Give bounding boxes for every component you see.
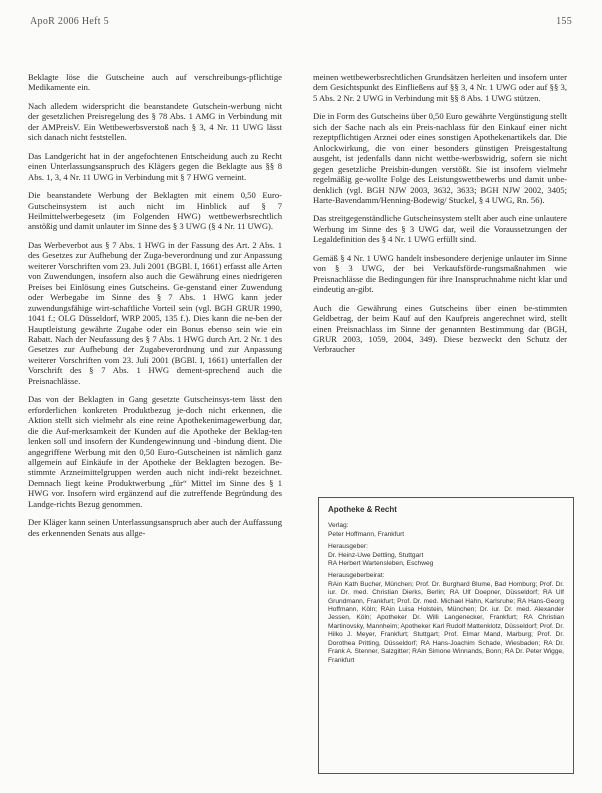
advisory-board-label: Herausgeberbeirat: — [328, 572, 385, 580]
paragraph: Das Landgericht hat in der angefochtenen Entscheidung auch zu Recht einen Unterlassungsanspruch des Klägers gegen die Beklagte aus §§ 8 Abs. 1, 3, 4 Nr. 11 UWG in Verbindung mit § 7 HWG verneint. — [28, 150, 282, 182]
imprint-title: Apotheke & Recht — [328, 505, 397, 514]
paragraph: Beklagte löse die Gutscheine auch auf verschreibungs-pflichtige Medikamente ein. — [28, 72, 282, 93]
paragraph: Nach alledem widerspricht die beanstandete Gutschein-werbung nicht der gesetzlichen Preisregelung des § 78 Abs. 1 AMG in Verbindung mit der AMPreisV. Ein Wettbewerbsverstoß nach § 3, 4 Nr. 11 UWG lässt sich danach nicht feststellen. — [28, 100, 282, 143]
page-number: 155 — [556, 16, 572, 27]
publisher-name: Peter Hoffmann, Frankfurt — [328, 530, 405, 538]
editor-name: Dr. Heinz-Uwe Dettling, Stuttgart — [328, 551, 424, 559]
paragraph: Die beanstandete Werbung der Beklagten mit einem 0,50 Euro-Gutscheinsystem ist auch nicht im Hinblick auf § 7 Heilmittelwerbegesetz (im Folgenden HWG) wettbewerbsrechtlich anstößig und damit unlauter im Sinne des § 3 UWG (§ 4 Nr. 11 UWG). — [28, 190, 282, 232]
right-column — [313, 72, 567, 363]
journal-issue: ApoR 2006 Heft 5 — [30, 16, 109, 27]
paragraph: Das von der Beklagten in Gang gesetzte Gutscheinsys-tem lässt den erforderlichen konkreten Produktbezug je-doch nicht erkennen, die Aktion stellt sich vielmehr als eine reine Apothekenimagewerbung dar, die die Auf-merksamkeit der Kunden auf die Apotheke der Beklag-ten lenken soll und insofern der Kundengewinnung und -bindung dient. Die angegriffene Werbung mit den 0,50 Euro-Gutscheinen ist nämlich ganz allgemein auf Einkäufe in der Apotheke der Beklagten bezogen. Be-stimmte Arzneimittelgruppen werden auch nicht indi-rekt bezeichnet. Demnach liegt keine Produktwerbung „für“ Mittel im Sinne des § 1 HWG vor. Insofern wird ergänzend auf die zutreffende Begründung des Landge-richts Bezug genommen. — [28, 394, 282, 509]
paragraph: Das streitgegenständliche Gutscheinsystem stellt aber auch eine unlautere Werbung im Sinne des § 3 UWG dar, weil die Voraussetzungen der Legaldefinition des § 4 Nr. 1 UWG erfüllt sind. — [313, 213, 567, 245]
left-column — [28, 72, 282, 546]
editor-name: RA Herbert Wartensleben, Eschweg — [328, 560, 434, 568]
paragraph: Der Kläger kann seinen Unterlassungsanspruch aber auch der Auffassung des erkennenden Senats aus allge- — [28, 517, 282, 538]
imprint-box — [318, 497, 574, 774]
paragraph: Die in Form des Gutscheins über 0,50 Euro gewährte Vergünstigung stellt sich der Sache nach als ein Preis-nachlass für den Einkauf einer nicht rezeptpflichtigen Arznei oder eines sonstigen Apothekenartikels dar. Die Anlockwirkung, die von einer besonders günstigen Preisgestaltung ausgeht, ist jedenfalls dann nicht wettbe-werbswidrig, sofern sie nicht gegen gesetzliche Preisbin-dungen verstößt. Sie ist insofern vielmehr regelmäßig ge-wollte Folge des Leistungswettbewerbs und damit unbe-denklich (vgl. BGH NJW 2003, 3632, 3633; BGH NJW 2002, 3405; Harte-Bavendamm/Henning-Bodewig/ Stuckel, § 4 UWG, Rn. 56). — [313, 111, 567, 205]
editors-label: Herausgeber: — [328, 543, 368, 551]
paragraph: Das Werbeverbot aus § 7 Abs. 1 HWG in der Fassung des Art. 2 Abs. 1 des Gesetzes zur Aufhebung der Zuga-beverordnung und zur Anpassung weiterer Vorschriften vom 23. Juli 2001 (BGBl. I, 1661) erfasst alle Arten von Zuwendungen, insofern also auch die Gewährung eines niedrigeren Preises bei Einlösung eines Gutscheins. Ge-genstand einer Zuwendung oder Werbegabe im Sinne des § 7 Abs. 1 HWG kann jeder zuwendungsfähige wirt-schaftliche Vorteil sein (vgl. BGH GRUR 1990, 1041 f.; OLG Düsseldorf, WRP 2005, 135 f.). Dies kann die ne-ben der Hauptleistung gewährte Zugabe oder ein Bonus ebenso sein wie ein Rabatt. Nach der Neufassung des § 7 Abs. 1 HWG durch Art. 2 Nr. 1 des Gesetzes zur Aufhebung der Zugabeverordnung und zur Anpassung weiterer Vorschriften vom 23. Juli 2001 (BGBl. I, 1661) unterfallen der Vorschrift des § 7 Abs. 1 HWG dement-sprechend auch die Preisnachlässe. — [28, 239, 282, 386]
paragraph: Gemäß § 4 Nr. 1 UWG handelt insbesondere derjenige unlauter im Sinne von § 3 UWG, der bei Verkaufsförde-rungsmaßnahmen wie Preisnachlässe die Bedingungen für ihre Inanspruchnahme nicht klar und eindeutig an-gibt. — [313, 252, 567, 295]
publisher-label: Verlag: — [328, 522, 349, 530]
page-header — [30, 16, 572, 34]
paragraph: meinen wettbewerbsrechtlichen Grundsätzen herleiten und insofern unter dem Gesichtspunkt des Einfließens auf §§ 3, 4 Nr. 1 UWG oder auf §§ 3, 5 Abs. 2 Nr. 2 UWG in Verbindung mit §§ 8 Abs. 1 UWG stützen. — [313, 72, 567, 103]
paragraph: Auch die Gewährung eines Gutscheins über einen be-stimmten Geldbetrag, der beim Kauf auf den Kaufpreis angerechnet wird, stellt einen Preisnachlass im Sinne der genannten Bestimmung dar (BGH, GRUR 2003, 1059, 2004, 349). Diese bezweckt den Schutz der Verbraucher — [313, 302, 567, 355]
advisory-board-list: RAin Kath Bucher, München; Prof. Dr. Burghard Blume, Bad Homburg; Prof. Dr. iur. Dr. med. Christian Dierks, Berlin; RA Ulf Doepner, Düsseldorf; RA Ulf Grundmann, Frankfurt; Prof. Dr. med. Michael Hahn, Karlsruhe; RA Hans-Georg Hoffmann, Köln; RAin Luisa Holstein, München; Dr. iur. Dr. med. Alexander Jessen, Köln; Apotheker Dr. Willi Langenecker, Frankfurt; RA Christian Martinovsky, Mannheim; Apotheker Karl Rudolf Mattenklotz, Düsseldorf; Prof. Dr. Hilko J. Meyer, Frankfurt; Stuttgart; Prof. Elmar Mand, Marburg; Prof. Dr. Dorothea Pritting, Düsseldorf; RA Hans-Joachim Schade, Wiesbaden; RA Dr. Frank A. Stenner, Salzgitter; RAin Simone Winnands, Bonn; RA Dr. Peter Wigge, Frankfurt — [328, 580, 564, 664]
